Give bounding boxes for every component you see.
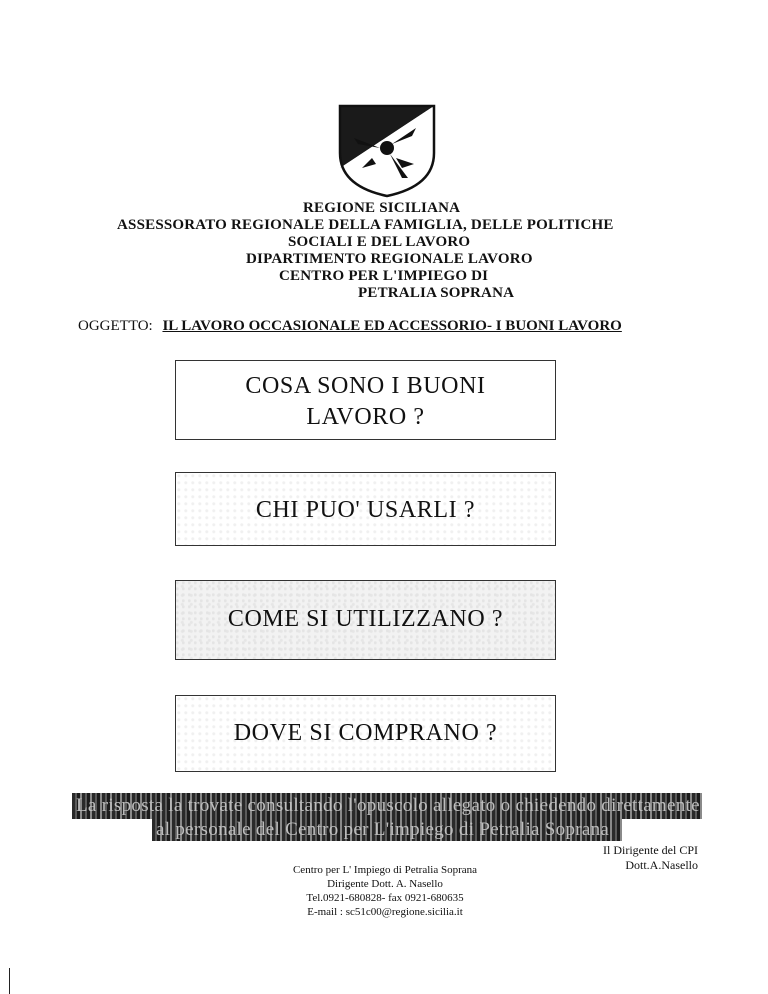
- footer-office: Centro per L' Impiego di Petralia Soprana: [292, 864, 478, 876]
- question-text: DOVE SI COMPRANO ?: [233, 720, 498, 746]
- header-petralia: PETRALIA SOPRANA: [358, 285, 515, 301]
- question-box-chi-puo: [175, 472, 556, 546]
- signature-title: Il Dirigente del CPI: [603, 843, 698, 857]
- question-box-come-si-utilizzano: [175, 580, 556, 660]
- info-banner-line1: [72, 793, 702, 819]
- subject-label: OGGETTO:: [78, 318, 153, 334]
- header-sociali: SOCIALI E DEL LAVORO: [288, 234, 471, 250]
- header-region: REGIONE SICILIANA: [303, 200, 461, 216]
- question-box-cosa-sono: [175, 360, 556, 440]
- regione-siciliana-emblem-icon: [332, 98, 442, 198]
- subject-title: IL LAVORO OCCASIONALE ED ACCESSORIO- I BUONI LAVORO: [162, 318, 622, 334]
- footer-contact: [200, 863, 570, 919]
- banner-text: La risposta la trovate consultando l'opuscolo allegato o chiedendo direttamente: [76, 795, 700, 816]
- header-dipartimento: DIPARTIMENTO REGIONALE LAVORO: [246, 251, 533, 267]
- footer-phone: Tel.0921-680828- fax 0921-680635: [306, 892, 464, 904]
- footer-email: E-mail : sc51c00@regione.sicilia.it: [307, 906, 463, 918]
- signature-name: Dott.A.Nasello: [625, 858, 698, 872]
- subject-line: [78, 318, 622, 335]
- question-text: COME SI UTILIZZANO ?: [227, 606, 504, 632]
- question-text-line2: LAVORO ?: [306, 404, 425, 430]
- header-centro: CENTRO PER L'IMPIEGO DI: [279, 268, 489, 284]
- signature-block: [603, 843, 698, 873]
- question-box-dove-si-comprano: [175, 695, 556, 772]
- scan-edge-mark: [9, 968, 10, 994]
- info-banner-line2: [152, 817, 622, 841]
- footer-director: Dirigente Dott. A. Nasello: [327, 878, 443, 890]
- question-text: CHI PUO' USARLI ?: [255, 497, 476, 523]
- header-assessorato: ASSESSORATO REGIONALE DELLA FAMIGLIA, DELLE POLITICHE: [117, 217, 614, 233]
- question-text-line1: COSA SONO I BUONI: [245, 373, 486, 399]
- banner-text: al personale del Centro per L'impiego di Petralia Soprana: [156, 819, 610, 840]
